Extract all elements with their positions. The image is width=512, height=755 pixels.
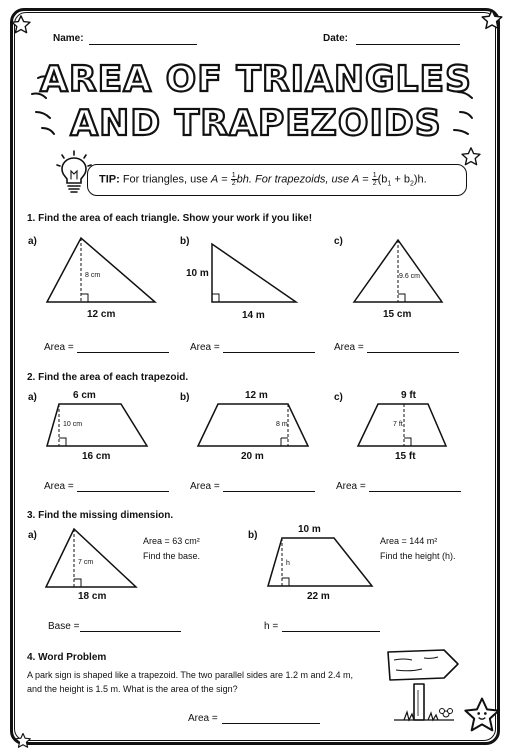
trapezoid-2b-top: 12 m	[245, 390, 268, 401]
problem-1a-label: a)	[28, 236, 37, 247]
title-line-2: AND TRAPEZOIDS	[70, 103, 442, 144]
triangle-1a	[45, 236, 160, 306]
section-3-heading: 3. Find the missing dimension.	[27, 510, 174, 521]
fraction-half: $\frac{1}{2}$	[372, 172, 377, 187]
triangle-1c-height: 9.6 cm	[399, 273, 421, 280]
area-label-1b: Area =	[190, 342, 220, 353]
smiling-star-icon	[462, 696, 502, 736]
word-problem-line-1: A park sign is shaped like a trapezoid. The two parallel sides are 1.2 m and 2.4 m,	[27, 670, 354, 680]
trapezoid-3b-height: h	[286, 560, 290, 567]
sign-post-icon	[384, 646, 464, 724]
trapezoid-2a-bottom: 16 cm	[82, 451, 111, 462]
triangle-1b-height: 10 m	[186, 268, 209, 279]
answer-1b-field[interactable]	[223, 340, 315, 353]
answer-3a-field[interactable]	[80, 619, 181, 632]
triangle-1a-base: 12 cm	[87, 309, 116, 320]
answer-2c-field[interactable]	[369, 479, 461, 492]
trapezoid-2a-top: 6 cm	[73, 390, 96, 401]
answer-2a-field[interactable]	[77, 479, 169, 492]
name-field[interactable]	[89, 32, 197, 45]
problem-2c-label: c)	[334, 392, 343, 403]
problem-1c-label: c)	[334, 236, 343, 247]
date-label: Date:	[323, 33, 349, 44]
triangle-3a	[44, 527, 139, 589]
problem-1b-label: b)	[180, 236, 190, 247]
triangle-1b-base: 14 m	[242, 310, 265, 321]
area-label-2b: Area =	[190, 481, 220, 492]
word-problem-line-2: and the height is 1.5 m. What is the area of the sign?	[27, 684, 238, 694]
area-label-2c: Area =	[336, 481, 366, 492]
answer-3a-label: Base =	[48, 621, 80, 632]
answer-1a-field[interactable]	[77, 340, 169, 353]
trapezoid-2a-height: 10 cm	[63, 421, 83, 428]
triangle-3a-base: 18 cm	[78, 591, 107, 602]
trapezoid-2c-top: 9 ft	[401, 390, 416, 401]
area-label-2a: Area =	[44, 481, 74, 492]
answer-3b-label: h =	[264, 621, 279, 632]
star-icon	[14, 732, 32, 750]
trapezoid-2c-height: 7 ft	[393, 421, 403, 428]
area-label-1a: Area =	[44, 342, 74, 353]
area-label-1c: Area =	[334, 342, 364, 353]
triangle-1b	[210, 242, 300, 304]
section-4-heading: 4. Word Problem	[27, 652, 107, 663]
problem-2b-label: b)	[180, 392, 190, 403]
trapezoid-2c-bottom: 15 ft	[395, 451, 416, 462]
problem-3b-task: Find the height (h).	[380, 551, 456, 561]
answer-3b-field[interactable]	[282, 619, 380, 632]
section-2-heading: 2. Find the area of each trapezoid.	[27, 372, 189, 383]
problem-3b-label: b)	[248, 530, 258, 541]
triangle-1c-base: 15 cm	[383, 309, 412, 320]
problem-3a-label: a)	[28, 530, 37, 541]
name-label: Name:	[53, 33, 84, 44]
triangle-3a-height: 7 cm	[78, 559, 94, 566]
star-icon	[10, 14, 32, 36]
title-line-1: AREA OF TRIANGLES	[40, 59, 472, 100]
lightbulb-icon	[54, 150, 94, 196]
answer-2b-field[interactable]	[223, 479, 315, 492]
trapezoid-2b	[196, 402, 311, 448]
trapezoid-3b-bottom: 22 m	[307, 591, 330, 602]
area-label-4: Area =	[188, 713, 218, 724]
tip-text: TIP: For triangles, use A = $\frac{1}{2}$ bh. For trapezoids, use A = $\frac{1}{2}$ $(b_1 + b_2)h$.	[99, 172, 427, 188]
problem-3a-task: Find the base.	[143, 551, 201, 561]
trapezoid-3b-top: 10 m	[298, 524, 321, 535]
trapezoid-2b-height: 8 m	[276, 421, 288, 428]
trapezoid-2b-bottom: 20 m	[241, 451, 264, 462]
trapezoid-3b	[266, 536, 376, 588]
problem-2a-label: a)	[28, 392, 37, 403]
fraction-half: $\frac{1}{2}$	[231, 172, 236, 187]
triangle-1a-height: 8 cm	[85, 272, 101, 279]
problem-3a-area: Area = 63 cm²	[143, 536, 200, 546]
answer-1c-field[interactable]	[367, 340, 459, 353]
trapezoid-2a	[45, 402, 150, 448]
date-field[interactable]	[356, 32, 460, 45]
triangle-1c	[352, 238, 447, 306]
answer-4-field[interactable]	[222, 711, 320, 724]
section-1-heading: 1. Find the area of each triangle. Show your work if you like!	[27, 213, 313, 224]
problem-3b-area: Area = 144 m²	[380, 536, 438, 546]
star-icon	[480, 8, 504, 32]
